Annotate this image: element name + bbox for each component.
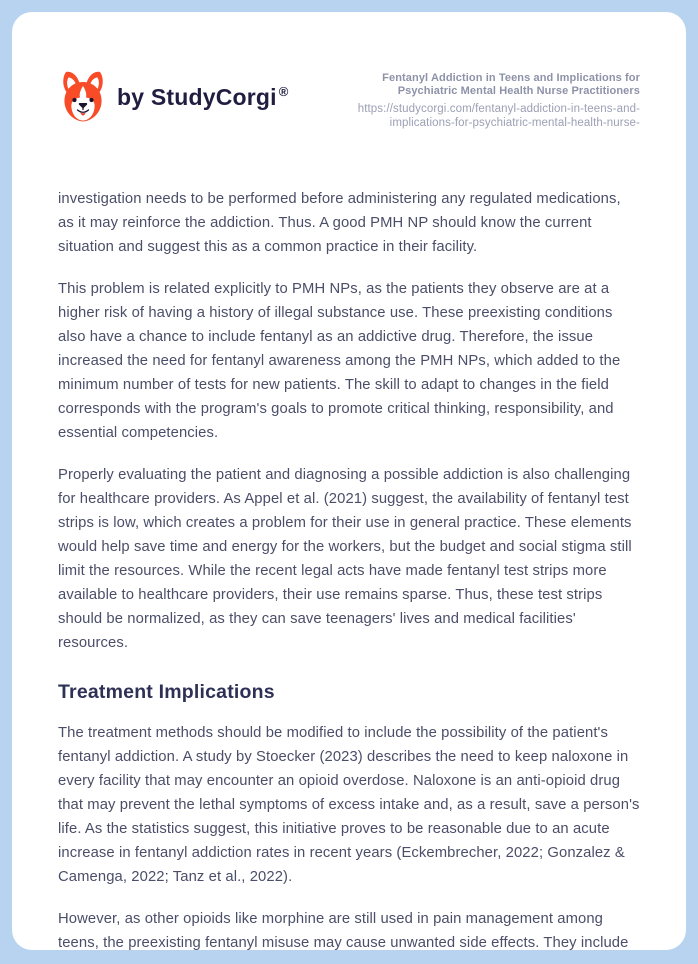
paragraph: investigation needs to be performed before administering any regulated medications, as it may reinforce the addiction. Thus. A good PMH NP should know the current situation and suggest this as a common practice in their facility. [58,191,621,255]
document-card [12,12,686,950]
document-url: https://studycorgi.com/fentanyl-addiction-in-teens-and-implications-for-psychiatric-mental-health-nurse- [357,103,640,129]
brand-wordmark [117,84,288,111]
registered-trademark: ® [278,83,289,99]
paragraph: The treatment methods should be modified to include the possibility of the patient's fentanyl addiction. A study by Stoecker (2023) describes the need to keep naloxone in every facility that may encounter an opioid overdose. Naloxone is an anti-opioid drug that may prevent the lethal symptoms of excess intake and, as a result, save a person's life. As the statistics suggest, this initiative proves to be reasonable due to an acute increase in fentanyl addiction rates in recent years (Eckembrecher, 2022; Gonzalez & Camenga, 2022; Tanz et al., 2022). [58,725,640,885]
studycorgi-brand [58,70,288,124]
document-meta [320,70,640,130]
page-header [58,70,640,130]
article-body [58,187,640,950]
corgi-icon [58,70,108,124]
section-heading-treatment-implications: Treatment Implications [58,681,275,703]
paragraph: This problem is related explicitly to PMH NPs, as the patients they observe are at a higher risk of having a history of illegal substance use. These preexisting conditions also have a chance to include fentanyl as an addictive drug. Therefore, the issue increased the need for fentanyl awareness among the PMH NPs, which added to the minimum number of tests for new patients. The skill to adapt to changes in the field corresponds with the program's goals to promote critical thinking, responsibility, and essential competencies. [58,281,621,441]
paragraph: Properly evaluating the patient and diagnosing a possible addiction is also challenging for healthcare providers. As Appel et al. (2021) suggest, the availability of fentanyl test strips is low, which creates a problem for their use in general practice. These elements would help save time and energy for the workers, but the budget and social stigma still limit the resources. While the recent legal acts have made fentanyl test strips more available to healthcare providers, their use remains sparse. Thus, these test strips should be normalized, as they can save teenagers' lives and medical facilities' resources. [58,467,632,651]
document-title: Fentanyl Addiction in Teens and Implications for Psychiatric Mental Health Nurse Practitioners [382,72,640,97]
brand-label: by StudyCorgi [117,83,277,110]
paragraph: However, as other opioids like morphine are still used in pain management among teens, the preexisting fentanyl misuse may cause unwanted side effects. They include [58,911,629,950]
